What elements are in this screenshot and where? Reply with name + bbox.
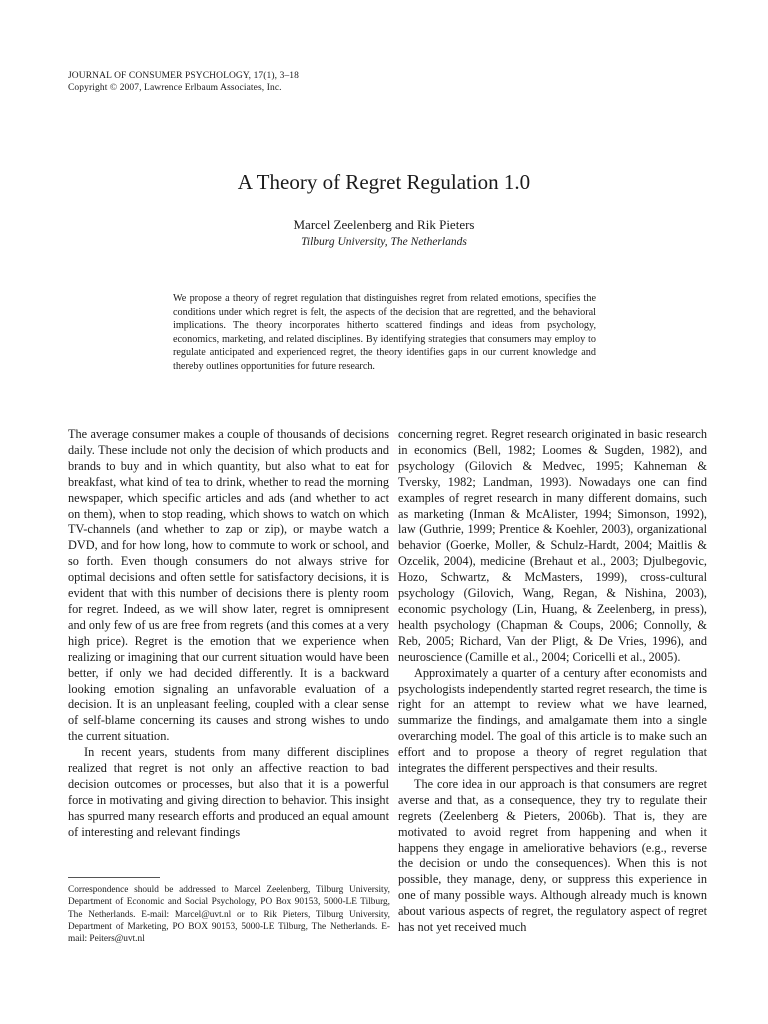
journal-citation: JOURNAL OF CONSUMER PSYCHOLOGY, 17(1), 3–18 (68, 71, 300, 81)
body-paragraph: The average consumer makes a couple of thousands of decisions daily. These include not only the decision of which products and brands to buy and in which quantity, but also what to eat for breakfast, what kind of tea to drink, whether to read the morning newspaper, which specific articles and ads (and whether to act on them), when to stop reading, which shows to watch on which TV-channels (and whether to zap or zip), or maybe watch a DVD, and for how long, how to commute to work or school, and so forth. Even though consumers do not always strive for optimal decisions and often settle for satisfactory decisions, it is evident that with this number of decisions there is plenty room for regret. Indeed, as we will show later, regret is omnipresent and only few of us are free from regrets (and this comes at a very high price). Regret is the emotion that we experience when realizing or imagining that our current situation would have been better, if only we had decided differently. It is a backward looking emotion signaling an unfavorable evaluation of a decision. It is an unpleasant feeling, coupled with a clear sense of self-blame concerning its causes and strong wishes to undo the current situation. (68, 427, 389, 744)
body-paragraph: In recent years, students from many different disciplines realized that regret is not only an affective reaction to bad decision outcomes or processes, but also that it is a powerful force in motivating and giving direction to behavior. This insight has spurred many research efforts and produced an equal amount of interesting and relevant findings (68, 745, 389, 839)
body-paragraph: concerning regret. Regret research originated in basic research in economics (Bell, 1982; Loomes & Sugden, 1982), and psychology (Gilovich & Medvec, 1995; Kahneman & Tversky, 1982; Landman, 1993). Nowadays one can find examples of regret research in many different domains, such as marketing (Inman & McAlister, 1994; Simonson, 1992), law (Guthrie, 1999; Prentice & Koehler, 2003), organizational behavior (Goerke, Moller, & Schulz-Hardt, 2004; Maitlis & Ozcelik, 2004), medicine (Brehaut et al., 2003; Djulbegovic, Hozo, Schwartz, & McMasters, 1999), cross-cultural psychology (Gilovich, Wang, Regan, & Nishina, 2003), economic psychology (Lin, Huang, & Zeelenberg, in press), health psychology (Chapman & Coups, 2006; Connolly, & Reb, 2005; Richard, Van der Pligt, & De Vries, 1996), and neuroscience (Camille et al., 2004; Coricelli et al., 2005). (398, 427, 707, 664)
abstract: We propose a theory of regret regulation that distinguishes regret from related emotions, specifies the conditions under which regret is felt, the aspects of the decision that are regretted, and the behavioral implications. The theory incorporates hitherto scattered findings and ideas from psychology, economics, marketing, and related disciplines. By identifying strategies that consumers may employ to regulate anticipated and experienced regret, the theory identifies gaps in our current knowledge and thereby outlines opportunities for future research. (173, 293, 596, 372)
body-column-left (68, 427, 389, 841)
author-affiliation: Tilburg University, The Netherlands (301, 236, 467, 248)
paper-authors: Marcel Zeelenberg and Rik Pieters (293, 217, 475, 232)
copyright-line: Copyright © 2007, Lawrence Erlbaum Associates, Inc. (68, 83, 282, 93)
journal-header (68, 70, 299, 94)
body-paragraph: The core idea in our approach is that consumers are regret averse and that, as a consequence, they try to regulate their regrets (Zeelenberg & Pieters, 2006b). That is, they are motivated to avoid regret from happening and when it happens they engage in ameliorative behaviors (e.g., reverse the decision or undo the consequences). When this is not possible, they manage, deny, or suppress this experience in one of many possible ways. Although already much is known about various aspects of regret, the regulatory aspect of regret has not yet received much (398, 776, 707, 935)
correspondence-footnote: Correspondence should be addressed to Marcel Zeelenberg, Tilburg University, Department of Economic and Social Psychology, PO Box 90153, 5000-LE Tilburg, The Netherlands. E-mail: Marcel@uvt.nl or to Rik Pieters, Tilburg University, Department of Marketing, PO BOX 90153, 5000-LE Tilburg, The Netherlands. E-mail: Peiters@uvt.nl (68, 885, 390, 945)
paper-title: A Theory of Regret Regulation 1.0 (237, 170, 531, 194)
footnote-divider (68, 877, 160, 878)
body-column-right (398, 427, 707, 936)
body-paragraph: Approximately a quarter of a century after economists and psychologists independently started regret research, the time is right for an attempt to review what we have learned, summarize the findings, and amalgamate them into a single overarching model. The goal of this article is to make such an effort and to propose a theory of regret regulation that integrates the different perspectives and their results. (398, 665, 707, 776)
